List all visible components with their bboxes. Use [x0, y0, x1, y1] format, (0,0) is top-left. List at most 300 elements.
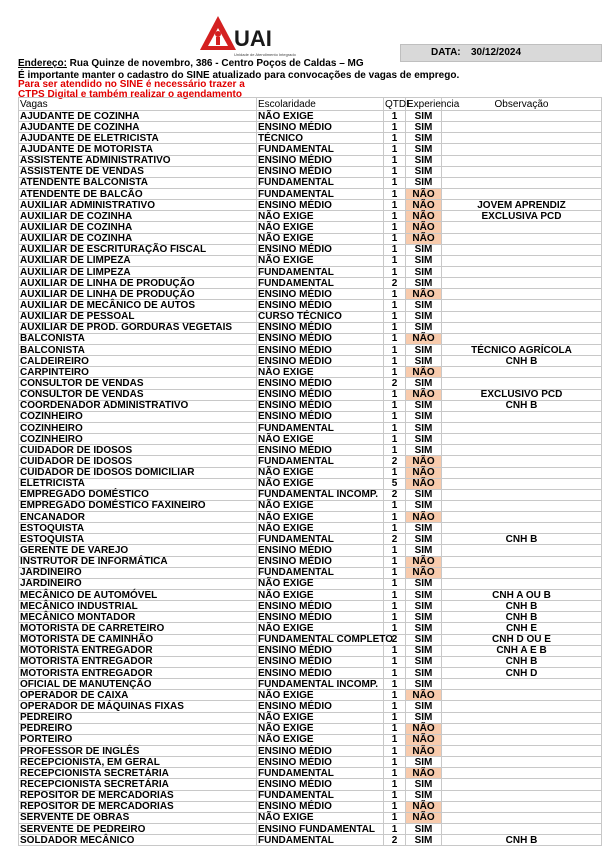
cell-experiencia: NÃO	[406, 211, 442, 222]
cell-vaga: RECEPCIONISTA, EM GERAL	[19, 757, 257, 768]
cell-qtde: 1	[384, 111, 406, 122]
cell-vaga: MOTORISTA ENTREGADOR	[19, 656, 257, 667]
cell-qtde: 1	[384, 166, 406, 177]
cell-observacao	[442, 233, 602, 244]
cell-vaga: CUIDADOR DE IDOSOS DOMICILIAR	[19, 467, 257, 478]
cell-qtde: 1	[384, 155, 406, 166]
table-row	[19, 590, 602, 601]
cell-observacao: EXCLUSIVO PCD	[442, 389, 602, 400]
cell-observacao	[442, 723, 602, 734]
cell-qtde: 1	[384, 222, 406, 233]
cell-observacao	[442, 801, 602, 812]
cell-qtde: 1	[384, 723, 406, 734]
cell-vaga: GERENTE DE VAREJO	[19, 545, 257, 556]
cell-qtde: 1	[384, 200, 406, 211]
cell-observacao	[442, 578, 602, 589]
cell-escolaridade: FUNDAMENTAL	[257, 278, 384, 289]
cell-vaga: PEDREIRO	[19, 712, 257, 723]
cell-escolaridade: NÃO EXIGE	[257, 255, 384, 266]
cell-experiencia: SIM	[406, 757, 442, 768]
cell-vaga: SOLDADOR MECÂNICO	[19, 835, 257, 846]
cell-observacao	[442, 244, 602, 255]
cell-observacao	[442, 289, 602, 300]
cell-escolaridade: ENSINO MÉDIO	[257, 601, 384, 612]
cell-escolaridade: ENSINO MÉDIO	[257, 155, 384, 166]
cell-vaga: AUXILIAR DE PROD. GORDURAS VEGETAIS	[19, 322, 257, 333]
cell-observacao	[442, 177, 602, 188]
cell-observacao: CNH B	[442, 656, 602, 667]
cell-vaga: ENCANADOR	[19, 512, 257, 523]
cell-observacao: CNH B	[442, 534, 602, 545]
cell-escolaridade: FUNDAMENTAL	[257, 768, 384, 779]
cell-experiencia: NÃO	[406, 512, 442, 523]
cell-experiencia: SIM	[406, 701, 442, 712]
cell-qtde: 1	[384, 567, 406, 578]
cell-escolaridade: NÃO EXIGE	[257, 512, 384, 523]
table-row	[19, 400, 602, 411]
header-experiencia: Experiencia	[407, 98, 460, 110]
cell-escolaridade: NÃO EXIGE	[257, 367, 384, 378]
cell-experiencia: SIM	[406, 824, 442, 835]
cell-escolaridade: ENSINO MÉDIO	[257, 779, 384, 790]
cell-observacao: CNH B	[442, 835, 602, 846]
date-label: DATA:	[431, 47, 461, 58]
cell-vaga: ATENDENTE BALCONISTA	[19, 177, 257, 188]
cell-observacao	[442, 111, 602, 122]
cell-vaga: MOTORISTA ENTREGADOR	[19, 668, 257, 679]
cell-vaga: ESTOQUISTA	[19, 523, 257, 534]
cell-experiencia: SIM	[406, 144, 442, 155]
cell-escolaridade: NÃO EXIGE	[257, 578, 384, 589]
cell-vaga: AUXILIAR DE LINHA DE PRODUÇÃO	[19, 289, 257, 300]
cell-observacao	[442, 188, 602, 199]
header-observacao: Observação	[442, 98, 602, 111]
table-row	[19, 111, 602, 122]
cell-vaga: AUXILIAR DE LIMPEZA	[19, 266, 257, 277]
cell-qtde: 1	[384, 467, 406, 478]
cell-experiencia: SIM	[406, 311, 442, 322]
cell-escolaridade: ENSINO MÉDIO	[257, 378, 384, 389]
cell-experiencia: NÃO	[406, 367, 442, 378]
cell-escolaridade: ENSINO MÉDIO	[257, 166, 384, 177]
table-row	[19, 824, 602, 835]
cell-vaga: OPERADOR DE MÁQUINAS FIXAS	[19, 701, 257, 712]
cell-observacao	[442, 378, 602, 389]
cell-experiencia: SIM	[406, 623, 442, 634]
cell-vaga: CONSULTOR DE VENDAS	[19, 378, 257, 389]
cell-vaga: ATENDENTE DE BALCÃO	[19, 188, 257, 199]
cell-observacao	[442, 746, 602, 757]
cell-escolaridade: ENSINO MÉDIO	[257, 556, 384, 567]
cell-vaga: PORTEIRO	[19, 734, 257, 745]
cell-escolaridade: ENSINO MÉDIO	[257, 200, 384, 211]
cell-experiencia: NÃO	[406, 801, 442, 812]
cell-qtde: 1	[384, 578, 406, 589]
table-row	[19, 233, 602, 244]
cell-qtde: 1	[384, 790, 406, 801]
cell-escolaridade: ENSINO MÉDIO	[257, 746, 384, 757]
cell-escolaridade: ENSINO MÉDIO	[257, 300, 384, 311]
cell-vaga: ESTOQUISTA	[19, 534, 257, 545]
cell-observacao	[442, 144, 602, 155]
cell-escolaridade: NÃO EXIGE	[257, 233, 384, 244]
cell-vaga: MECÂNICO DE AUTOMÓVEL	[19, 590, 257, 601]
cell-escolaridade: ENSINO MÉDIO	[257, 757, 384, 768]
cell-qtde: 1	[384, 668, 406, 679]
cell-qtde: 1	[384, 389, 406, 400]
cell-qtde: 1	[384, 545, 406, 556]
table-row	[19, 322, 602, 333]
cell-vaga: ASSISTENTE DE VENDAS	[19, 166, 257, 177]
cell-vaga: MOTORISTA DE CARRETEIRO	[19, 623, 257, 634]
table-row	[19, 445, 602, 456]
table-row	[19, 690, 602, 701]
cell-escolaridade: FUNDAMENTAL	[257, 188, 384, 199]
table-row	[19, 333, 602, 344]
cell-observacao: CNH A E B	[442, 645, 602, 656]
cell-escolaridade: FUNDAMENTAL COMPLETO	[258, 634, 393, 646]
cell-experiencia: NÃO	[406, 812, 442, 823]
cell-observacao: CNH B	[442, 601, 602, 612]
cell-vaga: MOTORISTA ENTREGADOR	[19, 645, 257, 656]
cell-observacao: CNH B	[442, 400, 602, 411]
cell-observacao	[442, 122, 602, 133]
cell-escolaridade: NÃO EXIGE	[257, 500, 384, 511]
cell-experiencia: NÃO	[406, 556, 442, 567]
cell-observacao	[442, 333, 602, 344]
cell-qtde: 1	[384, 801, 406, 812]
cell-escolaridade: NÃO EXIGE	[257, 434, 384, 445]
table-row	[19, 211, 602, 222]
table-row	[19, 244, 602, 255]
cell-qtde: 1	[384, 590, 406, 601]
cell-vaga: ELETRICISTA	[19, 478, 257, 489]
cell-vaga: BALCONISTA	[19, 333, 257, 344]
cell-qtde: 1	[384, 144, 406, 155]
table-row	[19, 166, 602, 177]
cell-observacao: CNH D	[442, 668, 602, 679]
cell-observacao	[442, 812, 602, 823]
cell-qtde: 2	[384, 534, 406, 545]
table-row	[19, 122, 602, 133]
cell-observacao	[442, 300, 602, 311]
table-row	[19, 222, 602, 233]
table-row	[19, 567, 602, 578]
table-row	[19, 311, 602, 322]
cell-vaga: COZINHEIRO	[19, 422, 257, 433]
cell-escolaridade: FUNDAMENTAL	[257, 177, 384, 188]
cell-experiencia: NÃO	[406, 723, 442, 734]
cell-experiencia: SIM	[406, 601, 442, 612]
cell-qtde: 1	[384, 623, 406, 634]
cell-escolaridade: NÃO EXIGE	[257, 523, 384, 534]
cell-qtde: 1	[384, 122, 406, 133]
cell-experiencia: NÃO	[406, 478, 442, 489]
cell-qtde: 1	[384, 445, 406, 456]
cell-escolaridade: FUNDAMENTAL	[257, 835, 384, 846]
cell-vaga: AUXILIAR DE COZINHA	[19, 233, 257, 244]
cell-vaga: OPERADOR DE CAIXA	[19, 690, 257, 701]
cell-escolaridade: FUNDAMENTAL	[257, 266, 384, 277]
table-row	[19, 723, 602, 734]
cell-observacao	[442, 545, 602, 556]
cell-qtde: 1	[384, 434, 406, 445]
cell-experiencia: SIM	[406, 155, 442, 166]
cell-escolaridade: NÃO EXIGE	[257, 222, 384, 233]
cell-observacao	[442, 133, 602, 144]
cell-experiencia: NÃO	[406, 456, 442, 467]
cell-vaga: AJUDANTE DE COZINHA	[19, 122, 257, 133]
cell-escolaridade: ENSINO MÉDIO	[257, 122, 384, 133]
update-note: É importante manter o cadastro do SINE atualizado para convocações de vagas de emprego.	[18, 70, 460, 81]
cell-qtde: 1	[384, 645, 406, 656]
cell-experiencia: SIM	[406, 779, 442, 790]
table-row	[19, 188, 602, 199]
cell-experiencia: NÃO	[406, 768, 442, 779]
cell-vaga: EMPREGADO DOMÉSTICO FAXINEIRO	[19, 500, 257, 511]
cell-observacao	[442, 478, 602, 489]
table-row	[19, 712, 602, 723]
cell-vaga: REPOSITOR DE MERCADORIAS	[19, 790, 257, 801]
cell-qtde: 2	[384, 378, 406, 389]
cell-escolaridade: NÃO EXIGE	[257, 211, 384, 222]
cell-experiencia: SIM	[406, 434, 442, 445]
cell-qtde: 1	[384, 400, 406, 411]
jobs-table	[18, 97, 602, 846]
cell-observacao	[442, 824, 602, 835]
cell-escolaridade: ENSINO MÉDIO	[257, 445, 384, 456]
cell-escolaridade: ENSINO MÉDIO	[257, 389, 384, 400]
cell-qtde: 1	[384, 612, 406, 623]
cell-escolaridade: FUNDAMENTAL	[257, 534, 384, 545]
table-row	[19, 289, 602, 300]
cell-observacao	[442, 155, 602, 166]
cell-observacao	[442, 278, 602, 289]
cell-observacao	[442, 567, 602, 578]
cell-escolaridade: FUNDAMENTAL	[257, 456, 384, 467]
cell-vaga: MECÂNICO MONTADOR	[19, 612, 257, 623]
cell-qtde: 1	[384, 768, 406, 779]
cell-observacao	[442, 456, 602, 467]
cell-observacao: CNH A OU B	[442, 590, 602, 601]
cell-vaga: EMPREGADO DOMÉSTICO	[19, 489, 257, 500]
cell-qtde: 2	[384, 634, 406, 645]
date-box	[400, 44, 602, 62]
table-row	[19, 612, 602, 623]
cell-observacao	[442, 445, 602, 456]
table-row	[19, 679, 602, 690]
cell-observacao	[442, 311, 602, 322]
cell-qtde: 1	[384, 757, 406, 768]
address	[18, 58, 364, 69]
cell-qtde: 2	[384, 489, 406, 500]
cell-vaga: CALDEIREIRO	[19, 356, 257, 367]
address-value: Rua Quinze de novembro, 386 - Centro Poços de Caldas – MG	[66, 58, 364, 69]
cell-vaga: AJUDANTE DE ELETRICISTA	[19, 133, 257, 144]
cell-escolaridade: NÃO EXIGE	[257, 111, 384, 122]
cell-experiencia: SIM	[406, 500, 442, 511]
table-row	[19, 278, 602, 289]
cell-experiencia: SIM	[406, 612, 442, 623]
cell-escolaridade: ENSINO MÉDIO	[257, 411, 384, 422]
cell-escolaridade: ENSINO MÉDIO	[257, 656, 384, 667]
cell-qtde: 1	[384, 211, 406, 222]
table-row	[19, 668, 602, 679]
cell-experiencia: SIM	[406, 411, 442, 422]
cell-escolaridade: NÃO EXIGE	[257, 478, 384, 489]
cell-observacao	[442, 266, 602, 277]
cell-vaga: CUIDADOR DE IDOSOS	[19, 445, 257, 456]
uai-logo	[190, 12, 310, 62]
cell-qtde: 1	[384, 500, 406, 511]
table-row	[19, 835, 602, 846]
cell-observacao	[442, 322, 602, 333]
cell-qtde: 1	[384, 266, 406, 277]
table-row	[19, 356, 602, 367]
cell-observacao: JOVEM APRENDIZ	[442, 200, 602, 211]
cell-qtde: 1	[384, 188, 406, 199]
cell-qtde: 2	[384, 278, 406, 289]
cell-escolaridade: ENSINO MÉDIO	[257, 333, 384, 344]
cell-experiencia: SIM	[406, 835, 442, 846]
cell-qtde: 1	[384, 233, 406, 244]
cell-vaga: AUXILIAR ADMINISTRATIVO	[19, 200, 257, 211]
cell-observacao	[442, 757, 602, 768]
cell-experiencia: SIM	[406, 255, 442, 266]
cell-qtde: 1	[384, 679, 406, 690]
cell-vaga: COZINHEIRO	[19, 434, 257, 445]
cell-vaga: COZINHEIRO	[19, 411, 257, 422]
cell-escolaridade: FUNDAMENTAL	[257, 144, 384, 155]
cell-experiencia: SIM	[406, 266, 442, 277]
table-row	[19, 645, 602, 656]
table-row	[19, 601, 602, 612]
cell-observacao	[442, 434, 602, 445]
table-row	[19, 155, 602, 166]
cell-observacao	[442, 556, 602, 567]
table-row	[19, 144, 602, 155]
cell-vaga: INSTRUTOR DE INFORMÁTICA	[19, 556, 257, 567]
date-value: 30/12/2024	[471, 47, 522, 58]
table-row	[19, 177, 602, 188]
cell-experiencia: NÃO	[406, 233, 442, 244]
cell-observacao	[442, 467, 602, 478]
cell-escolaridade: ENSINO MÉDIO	[257, 289, 384, 300]
cell-qtde: 1	[384, 300, 406, 311]
cell-qtde: 1	[384, 712, 406, 723]
cell-vaga: REPOSITOR DE MERCADORIAS	[19, 801, 257, 812]
table-row	[19, 523, 602, 534]
table-row	[19, 768, 602, 779]
cell-observacao: CNH E	[442, 623, 602, 634]
cell-observacao	[442, 411, 602, 422]
cell-escolaridade: ENSINO MÉDIO	[257, 545, 384, 556]
cell-qtde: 5	[384, 478, 406, 489]
cell-observacao	[442, 422, 602, 433]
cell-observacao: TÉCNICO AGRÍCOLA	[442, 344, 602, 355]
cell-vaga: MOTORISTA DE CAMINHÃO	[19, 634, 257, 645]
table-row	[19, 790, 602, 801]
cell-escolaridade: FUNDAMENTAL	[257, 567, 384, 578]
cell-escolaridade: ENSINO MÉDIO	[257, 801, 384, 812]
table-row	[19, 545, 602, 556]
table-row	[19, 367, 602, 378]
cell-escolaridade: ENSINO MÉDIO	[257, 344, 384, 355]
cell-vaga: AUXILIAR DE MECÂNICO DE AUTOS	[19, 300, 257, 311]
cell-observacao	[442, 500, 602, 511]
cell-observacao	[442, 768, 602, 779]
cell-experiencia: SIM	[406, 111, 442, 122]
table-row	[19, 344, 602, 355]
logo-subtitle: Unidade de Atendimento Integrado	[234, 52, 296, 57]
cell-escolaridade: TÉCNICO	[257, 133, 384, 144]
cell-experiencia: SIM	[406, 356, 442, 367]
cell-vaga: AUXILIAR DE LINHA DE PRODUÇÃO	[19, 278, 257, 289]
cell-qtde: 1	[384, 311, 406, 322]
cell-qtde: 1	[384, 746, 406, 757]
cell-experiencia: NÃO	[406, 188, 442, 199]
cell-experiencia: SIM	[406, 322, 442, 333]
cell-vaga: BALCONISTA	[19, 344, 257, 355]
cell-observacao	[442, 367, 602, 378]
red-note-2: CTPS Digital e também realizar o agendamento	[18, 89, 242, 100]
table-row	[19, 434, 602, 445]
cell-escolaridade: ENSINO MÉDIO	[257, 668, 384, 679]
cell-experiencia: SIM	[406, 679, 442, 690]
cell-observacao	[442, 690, 602, 701]
cell-qtde: 1	[384, 356, 406, 367]
cell-observacao	[442, 255, 602, 266]
cell-observacao	[442, 701, 602, 712]
cell-escolaridade: ENSINO MÉDIO	[257, 356, 384, 367]
cell-qtde: 1	[384, 734, 406, 745]
cell-vaga: PEDREIRO	[19, 723, 257, 734]
cell-qtde: 1	[384, 812, 406, 823]
cell-qtde: 1	[384, 523, 406, 534]
cell-qtde: 2	[384, 456, 406, 467]
cell-observacao	[442, 489, 602, 500]
cell-qtde: 1	[384, 422, 406, 433]
cell-escolaridade: FUNDAMENTAL INCOMP.	[257, 489, 384, 500]
cell-experiencia: SIM	[406, 489, 442, 500]
cell-observacao	[442, 790, 602, 801]
table-row	[19, 200, 602, 211]
cell-vaga: OFICIAL DE MANUTENÇÃO	[19, 679, 257, 690]
cell-escolaridade: ENSINO MÉDIO	[257, 645, 384, 656]
cell-experiencia: SIM	[406, 645, 442, 656]
table-row	[19, 746, 602, 757]
table-row	[19, 757, 602, 768]
cell-experiencia: NÃO	[406, 200, 442, 211]
cell-qtde: 1	[384, 177, 406, 188]
table-row	[19, 556, 602, 567]
cell-observacao: EXCLUSIVA PCD	[442, 211, 602, 222]
cell-vaga: CUIDADOR DE IDOSOS	[19, 456, 257, 467]
cell-escolaridade: ENSINO FUNDAMENTAL	[257, 824, 384, 835]
cell-experiencia: SIM	[406, 166, 442, 177]
table-row	[19, 701, 602, 712]
cell-experiencia: SIM	[406, 422, 442, 433]
cell-experiencia: SIM	[406, 523, 442, 534]
table-row	[19, 378, 602, 389]
cell-observacao	[442, 679, 602, 690]
table-row	[19, 266, 602, 277]
cell-experiencia: SIM	[406, 133, 442, 144]
cell-qtde: 1	[384, 411, 406, 422]
cell-qtde: 1	[384, 133, 406, 144]
cell-vaga: SERVENTE DE OBRAS	[19, 812, 257, 823]
cell-qtde: 1	[384, 779, 406, 790]
